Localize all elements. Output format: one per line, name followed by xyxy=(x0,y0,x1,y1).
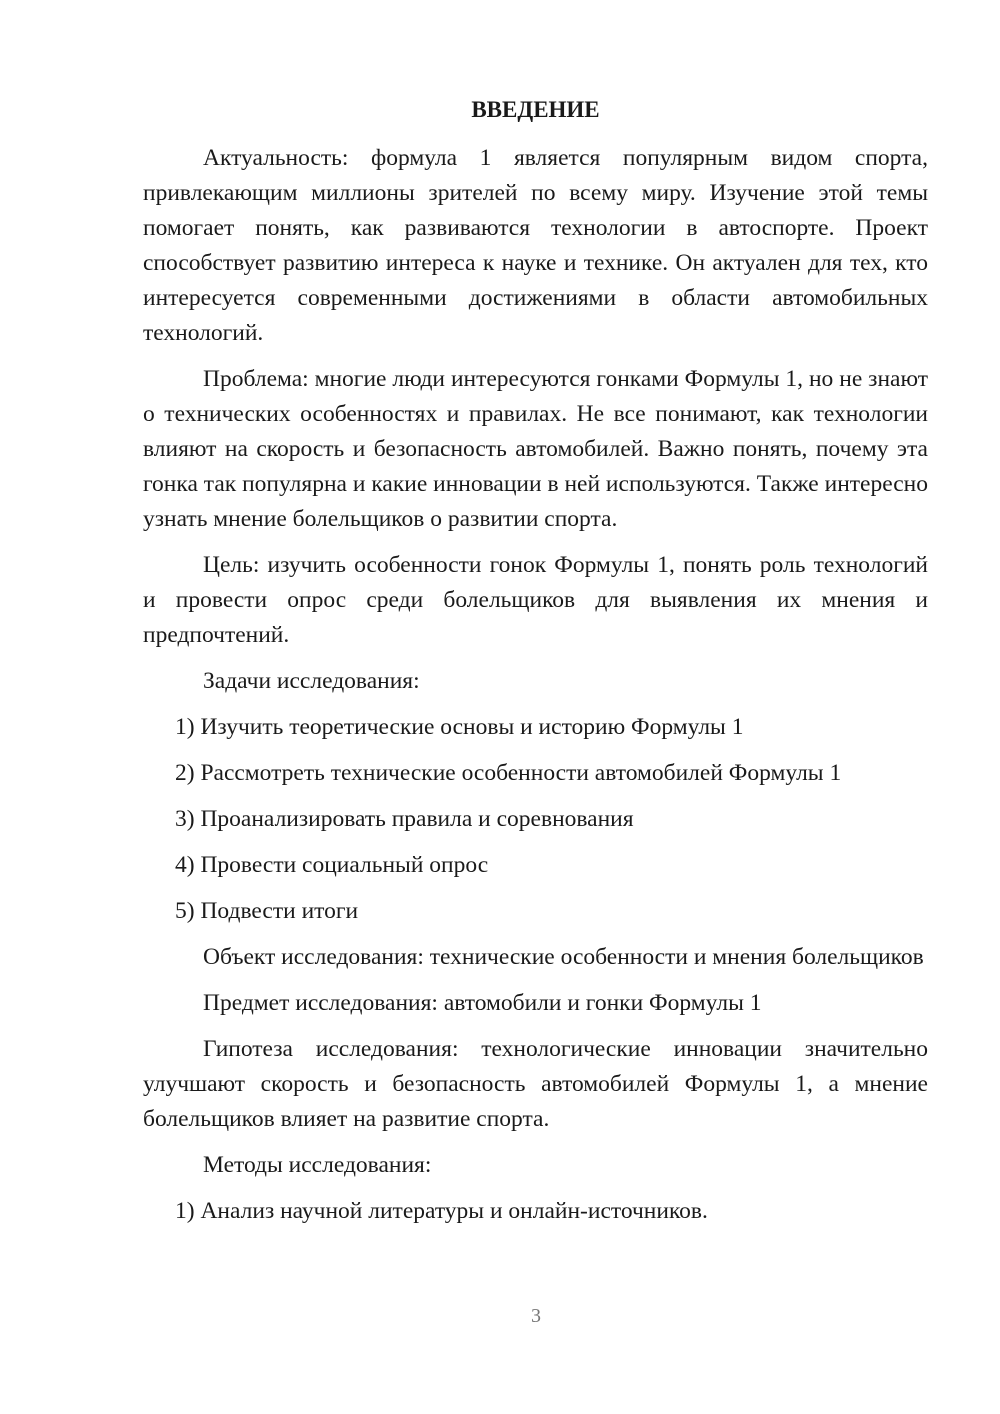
object-paragraph: Объект исследования: технические особенности и мнения болельщиков xyxy=(203,944,924,970)
problem-paragraph: Проблема: многие люди интересуются гонками Формулы 1, но не знают о технических особенностях и правилах. Не все понимают, как технологии влияют на скорость и безопасность автомобилей. Важно понять, почему эта гонка так популярна и какие инновации в ней используются. Также интересно узнать мнение болельщиков о развитии спорта. xyxy=(143,366,928,532)
methods-heading: Методы исследования: xyxy=(203,1152,432,1178)
goal-paragraph: Цель: изучить особенности гонок Формулы 1, понять роль технологий и провести опрос среди болельщиков для выявления их мнения и предпочтений. xyxy=(143,552,928,648)
page-number: 3 xyxy=(531,1305,541,1327)
task-item: 5) Подвести итоги xyxy=(175,898,359,924)
task-item: 3) Проанализировать правила и соревнования xyxy=(175,806,634,832)
tasks-heading: Задачи исследования: xyxy=(203,668,420,694)
task-item: 2) Рассмотреть технические особенности автомобилей Формулы 1 xyxy=(175,760,842,786)
subject-paragraph: Предмет исследования: автомобили и гонки Формулы 1 xyxy=(203,990,762,1016)
page-title: ВВЕДЕНИЕ xyxy=(471,97,600,122)
method-item: 1) Анализ научной литературы и онлайн-источников. xyxy=(175,1198,708,1224)
relevance-paragraph: Актуальность: формула 1 является популярным видом спорта, привлекающим миллионы зрителей по всему миру. Изучение этой темы помогает понять, как развиваются технологии в автоспорте. Проект способствует развитию интереса к науке и технике. Он актуален для тех, кто интересуется современными достижениями в области автомобильных технологий. xyxy=(143,145,928,346)
hypothesis-paragraph: Гипотеза исследования: технологические инновации значительно улучшают скорость и безопасность автомобилей Формулы 1, а мнение болельщиков влияет на развитие спорта. xyxy=(143,1036,928,1132)
task-item: 1) Изучить теоретические основы и историю Формулы 1 xyxy=(175,714,744,740)
document-page xyxy=(143,94,928,1240)
task-item: 4) Провести социальный опрос xyxy=(175,852,489,878)
